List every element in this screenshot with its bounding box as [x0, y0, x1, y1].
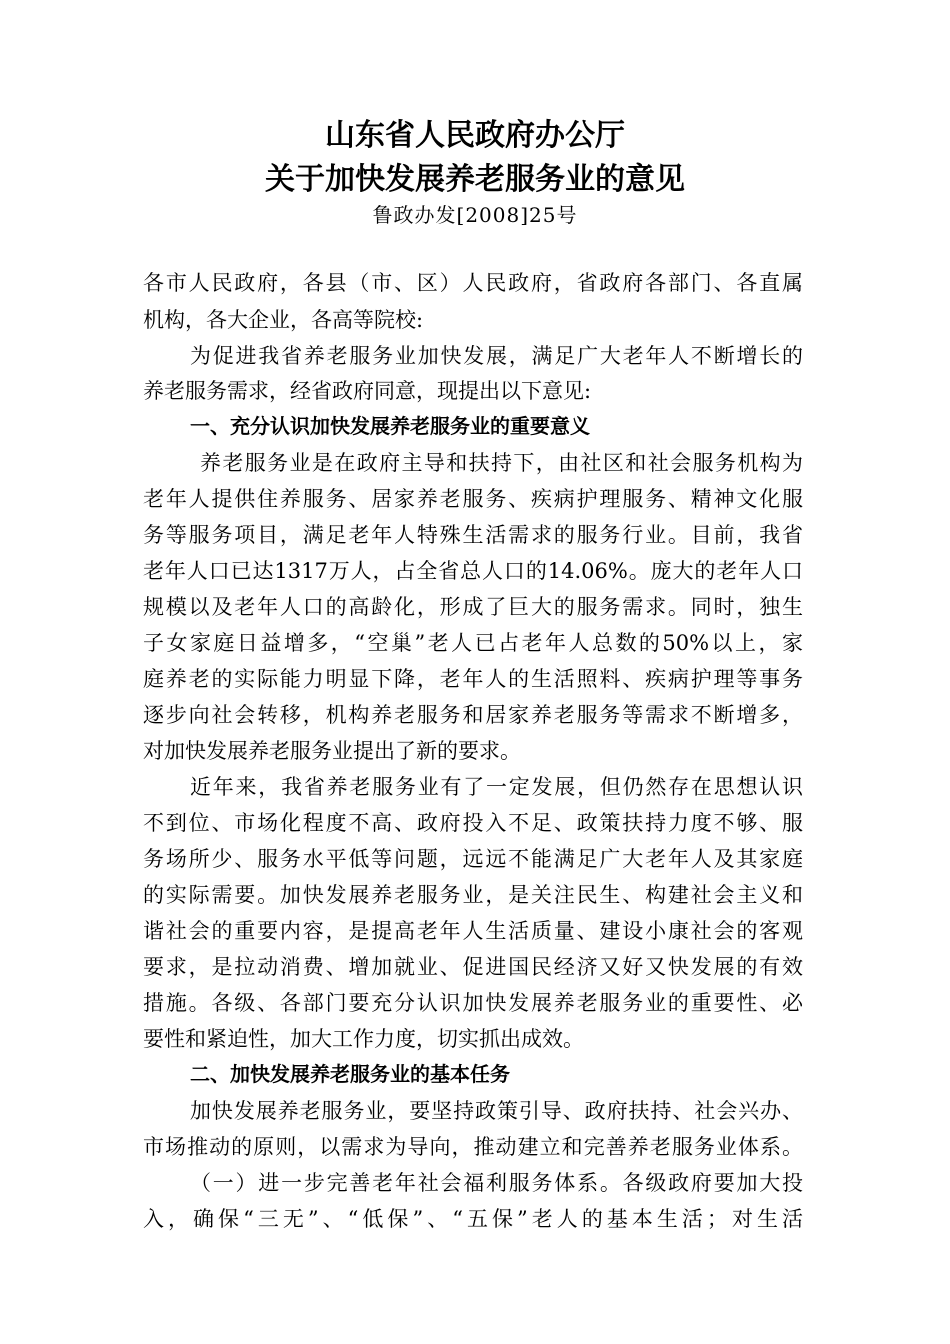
paragraph-line: 市场推动的原则，以需求为导向，推动建立和完善养老服务业体系。: [143, 1135, 803, 1159]
addressee-line-1: 各市人民政府，各县（市、区）人民政府，省政府各部门、各直属: [143, 271, 803, 295]
paragraph-line: 养老服务业是在政府主导和扶持下，由社区和社会服务机构为: [200, 451, 803, 475]
paragraph-line: 老年人提供住养服务、居家养老服务、疾病护理服务、精神文化服: [143, 487, 803, 511]
paragraph-line: 不到位、市场化程度不高、政府投入不足、政策扶持力度不够、服: [143, 811, 803, 835]
paragraph-line: 规模以及老年人口的高龄化，形成了巨大的服务需求。同时，独生: [143, 595, 803, 619]
paragraph-line: 近年来，我省养老服务业有了一定发展，但仍然存在思想认识: [190, 775, 803, 799]
paragraph-line: 老年人口已达1317万人，占全省总人口的14.06%。庞大的老年人口: [143, 559, 803, 583]
paragraph-line: 入，确保“三无”、“低保”、“五保”老人的基本生活；对生活: [143, 1207, 803, 1231]
paragraph-line: 养老服务需求，经省政府同意，现提出以下意见:: [143, 379, 592, 403]
document-title-line1: 山东省人民政府办公厅: [325, 118, 625, 153]
paragraph-line: 要求，是拉动消费、增加就业、促进国民经济又好又快发展的有效: [143, 955, 803, 979]
paragraph-line: 对加快发展养老服务业提出了新的要求。: [143, 739, 521, 763]
paragraph-line: 务等服务项目，满足老年人特殊生活需求的服务行业。目前，我省: [143, 523, 803, 547]
paragraph-line: （一）进一步完善老年社会福利服务体系。各级政府要加大投: [190, 1171, 803, 1195]
paragraph-line: 庭养老的实际能力明显下降，老年人的生活照料、疾病护理等事务: [143, 667, 803, 691]
paragraph-line: 要性和紧迫性，加大工作力度，切实抓出成效。: [143, 1027, 584, 1051]
section-heading-1: 一、充分认识加快发展养老服务业的重要意义: [190, 414, 590, 438]
paragraph-line: 加快发展养老服务业，要坚持政策引导、政府扶持、社会兴办、: [190, 1099, 803, 1123]
paragraph-line: 谐社会的重要内容，是提高老年人生活质量、建设小康社会的客观: [143, 919, 803, 943]
paragraph-line: 务场所少、服务水平低等问题，远远不能满足广大老年人及其家庭: [143, 847, 803, 871]
document-title-line2: 关于加快发展养老服务业的意见: [265, 162, 685, 197]
section-heading-2: 二、加快发展养老服务业的基本任务: [190, 1062, 510, 1086]
document-number: 鲁政办发[2008]25号: [372, 203, 578, 227]
paragraph-line: 措施。各级、各部门要充分认识加快发展养老服务业的重要性、必: [143, 991, 803, 1015]
addressee-line-2: 机构，各大企业，各高等院校:: [143, 308, 424, 332]
paragraph-line: 的实际需要。加快发展养老服务业，是关注民生、构建社会主义和: [143, 883, 803, 907]
paragraph-line: 子女家庭日益增多，“空巢”老人已占老年人总数的50%以上，家: [143, 631, 803, 655]
paragraph-line: 为促进我省养老服务业加快发展，满足广大老年人不断增长的: [190, 344, 803, 368]
paragraph-line: 逐步向社会转移，机构养老服务和居家养老服务等需求不断增多，: [143, 703, 803, 727]
